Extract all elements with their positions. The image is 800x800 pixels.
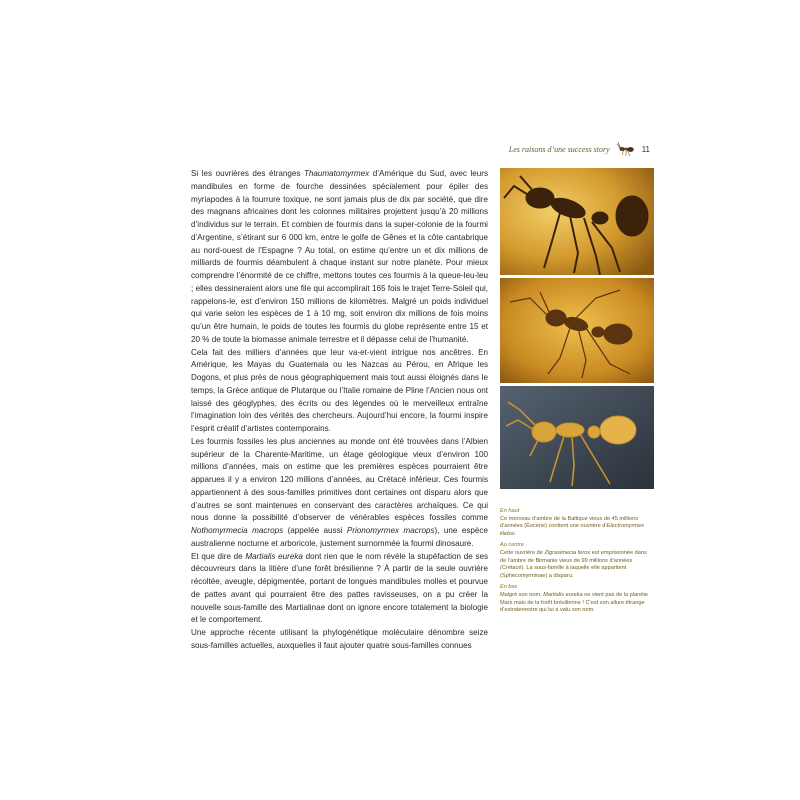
caption-bottom: Malgré son nom, Martialis eureka ne vient pas de la planète Mars mais de la forêt brésilienne ! C’est son allure étrange d’extraterrestre qui lui a valu son nom.: [500, 591, 649, 614]
paragraph: Et que dire de Martialis eureka dont rien que le nom révèle la stupéfaction de ses découvreurs dans la litière d’une forêt brésilienne ? À partir de la seule ouvrière récoltée, aveugle, dépigmentée, portant de longues mandibules molles et pourvue de pattes avant qui pourraient être des pattes ravisseuses, on a pu créer la nouvelle sous-famille des Martialinae dont on ignore encore totalement la biologie et le comportement.: [191, 551, 488, 625]
running-title: Les raisons d’une success story: [508, 144, 610, 154]
amber-ant-photo-top: [500, 168, 654, 275]
caption-middle: Cette ouvrière de Zigrasimecia ferox est emprisonnée dans de l’ambre de Birmanie vieux de 99 millions d’années (Crétacé). La sous-famille à laquelle elle appartient (Sphecomyrminae) a disparu.: [500, 549, 647, 579]
caption-heading-middle: Au centre: [500, 542, 524, 549]
page-number: 11: [641, 144, 650, 154]
ant-icon: [616, 140, 636, 158]
martialis-ant-photo-bottom: [500, 386, 654, 489]
paragraph: Si les ouvrières des étranges Thaumatomyrmex d’Amérique du Sud, avec leurs mandibules en forme de fourche dessinées spécialement pour épiler des myriapodes à la fourrure toxique, ne sont jamais plus de dix par société, que dire des magnans africaines dont les colonnes militaires projettent jusqu’à 20 millions d’individus sur le terrain. Et combien de fourmis dans la super-colonie de la fourmi d’Argentine, s’étirant sur 6 000 km, entre le golfe de Gênes et la côte cantabrique au nord-ouest de l’Espagne ? Au total, on estime qu’entre un et dix millions de milliards de fourmis déambulent à chaque instant sur notre planète. Pour mieux comprendre l’énormité de ce chiffre, mettons toutes ces fourmis à la queue-leu-leu ; elles dessineraient alors une file qui accomplirait 165 fois le trajet Terre-Soleil qui, rappelons-le, est d’environ 150 millions de kilomètres. Malgré un poids individuel qui varie selon les espèces de 1 à 10 mg, soit environ dix millions de fois moins qu’un être humain, le poids de toutes les fourmis du globe représente entre 15 et 20 % de toute la biomasse animale terrestre et il dépasse celui de l’humanité.: [191, 169, 488, 344]
caption-heading-top: En haut: [500, 508, 520, 514]
amber-ant-photo-middle: [500, 278, 654, 383]
running-header: [500, 140, 650, 158]
paragraph: Les fourmis fossiles les plus anciennes au monde ont été trouvées dans l’Albien supérieur de la Charente-Maritime, un étage géologique vieux d’environ 100 millions d’années, mais on estime que les premières espèces pourraient être apparues il y a environ 120 millions d’années, au Crétacé inférieur. Ces fourmis appartiennent à des sous-familles primitives dont certaines ont disparu alors que d’autres se sont maintenues en conservant des caractères archaïques. Ce qui nous donne la possibilité d’observer de vénérables espèces fossiles comme Nothomyrmecia macrops (appelée aussi Prionomyrmex macrops), une espèce australienne nocturne et arboricole, justement surnommée la fourmi dinosaure.: [191, 436, 488, 548]
main-text-column: [191, 168, 488, 653]
caption-heading-bottom: En bas: [500, 584, 518, 591]
caption-top: Ce morceau d’ambre de la Baltique vieux de 45 millions d’années (Éocène) contient une ouvrière d’Electromyrmex klebsi.: [500, 515, 644, 537]
paragraph: Cela fait des milliers d’années que leur va-et-vient intrigue nos ancêtres. En Amérique, les Mayas du Guatemala ou les Nazcas au Pérou, en Afrique les Dogons, et plus près de nous géographiquement mais tout aussi éloignés dans le temps, la Grèce antique de Plutarque ou l’Italie romaine de Pline l’Ancien nous ont laissé des géoglyphes, des écrits ou des légendes où le merveilleux entraîne l’imagination loin des vérités des chercheurs. Aujourd’hui encore, la fourmi inspire l’esprit créatif d’artistes contemporains.: [191, 347, 488, 433]
photo-captions: [500, 508, 654, 615]
paragraph: Une approche récente utilisant la phylogénétique moléculaire dénombre seize sous-familles actuelles, auxquelles il faut ajouter quatre sous-familles connues: [191, 628, 488, 650]
